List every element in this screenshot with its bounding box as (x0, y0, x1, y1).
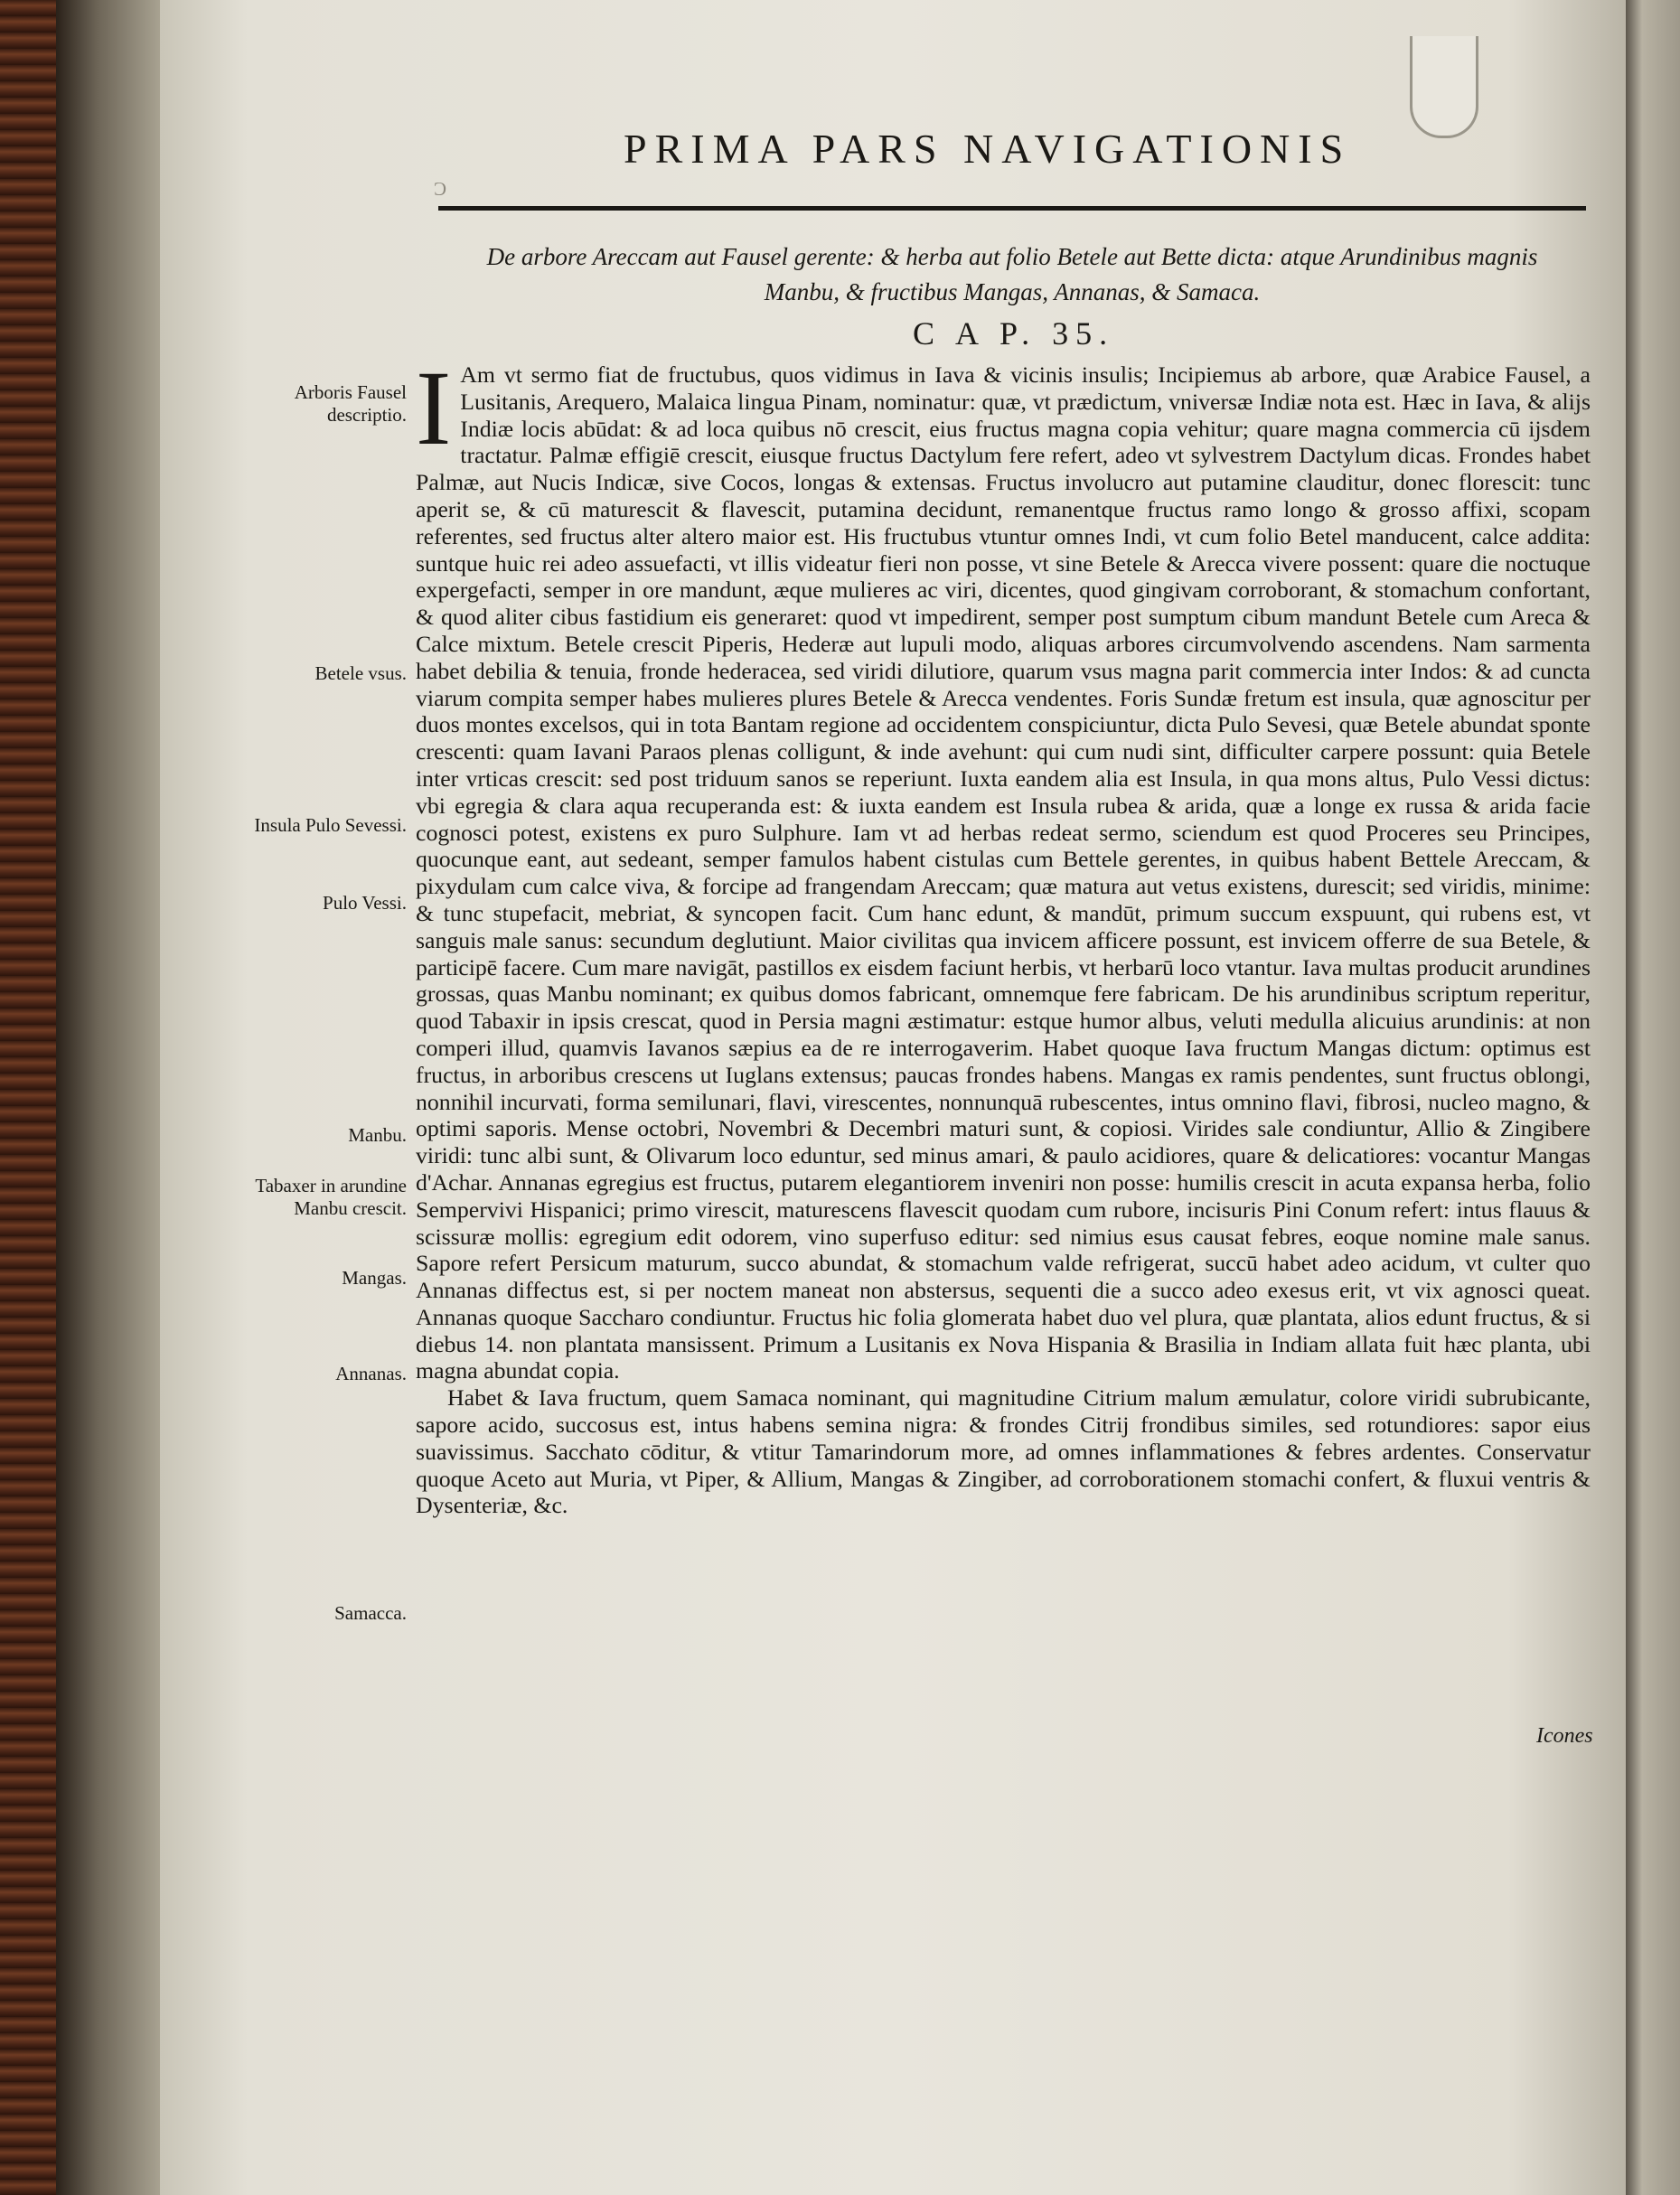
margin-note-pulo-vessi: Pulo Vessi. (323, 892, 407, 914)
margin-note-tabaxer: Tabaxer in arundine Manbu crescit. (255, 1175, 407, 1219)
running-head: PRIMA PARS NAVIGATIONIS (624, 126, 1352, 172)
margin-note-betele: Betele vsus. (314, 662, 407, 684)
book-binding (0, 0, 56, 2195)
adjacent-page-edge (1626, 0, 1680, 2195)
paragraph-2 (416, 1384, 1591, 1519)
paragraph-text: Habet & Iava fructum, quem Samaca nominant, qui magnitudine Citrium malum æmulatur, colore viridi subrubicante, sapore acido, succosus est, intus habens semina nigra: & frondes Citrij frondibus similes, sed rotundiores: sapor eius suavissimus. Sacchato cōditur, & vtitur Tamarindorum more, ad omnes inflammationes & febres ardentes. Conservatur quoque Aceto aut Muria, vt Piper, & Allium, Mangas & Zingiber, ad corroborationem stomachi confert, & fluxui ventris & Dysenteriæ, &c. (416, 1384, 1591, 1519)
page-tab-notch (1410, 36, 1478, 138)
chapter-heading: De arbore Areccam aut Fausel gerente: & herba aut folio Betele aut Bette dicta: atque Arundinibus magnis Manbu, & fructibus Mangas, Annanas, & Samaca. (486, 243, 1538, 305)
chapter-number: C A P. 35. (913, 315, 1115, 352)
margin-note-fausel: Arboris Fausel descriptio. (294, 381, 407, 426)
body-text (416, 349, 1591, 1519)
margin-note-annanas: Annanas. (335, 1363, 407, 1384)
drop-cap: I (416, 349, 452, 467)
margin-note-mangas: Mangas. (342, 1267, 407, 1289)
header-rule (438, 206, 1586, 211)
margin-note-samacca: Samacca. (334, 1602, 407, 1624)
margin-note-pulo-sevessi: Insula Pulo Sevessi. (254, 814, 407, 836)
catchword: Icones (1536, 1724, 1593, 1748)
binding-edge (56, 0, 160, 2195)
margin-note-manbu: Manbu. (348, 1124, 407, 1146)
paragraph-text: Am vt sermo fiat de fructubus, quos vidimus in Iava & vicinis insulis; Incipiemus ab arbore, quæ Arabice Fausel, a Lusitanis, Arequero, Malaica lingua Pinam, nominatur: quæ, vt prædictum, vniversæ Indiæ nota est. Hæc in Iava, & alijs Indiæ locis abūdat: & ad loca quibus nō crescit, eius fructus magna copia vehitur; quare magna commercia cū ijsdem tractatur. Palmæ effigiē crescit, eiusque fructus Dactylum fere refert, adeo vt sylvestrem Dactylum dicas. Frondes habet Palmæ, aut Nucis Indicæ, sive Cocos, longas & extensas. Fructus involucro aut putamine clauditur, donec florescit: tunc aperit se, & cū maturescit & flavescit, putamina decidunt, remanentque fructus ramo longo & grosso affixi, scopam referentes, sed fructus alter altero maior est. His fructubus vtuntur omnes Indi, vt cum folio Betel manducent, calce addita: suntque huic rei adeo assuefacti, vt illis videatur fieri non posse, vt sine Betele & Arecca vivere possent: quare die noctuque expergefacti, semper in ore mandunt, æque mulieres ac viri, dicentes, quod gingivam corroborant, & stomachum confortant, & quod aliter cibus fastidium eis generaret: quod vt impedirent, semper post sumptum cibum mandunt Betele cum Areca & Calce mixtum. Betele crescit Piperis, Hederæ aut lupuli modo, aliquas arbores circumvolvendo ascendens. Nam sarmenta habet debilia & tenuia, fronde hederacea, sed viridi dilutiore, quarum vsus magna parit commercia inter Indos: & ad cuncta viarum compita semper habes mulieres plures Betele & Arecca vendentes. Foris Sundæ fretum est insula, quæ agnoscitur per duos montes excelsos, qui in tota Bantam regione ad occidentem conspiciuntur, dicta Pulo Sevesi, quæ Betele abundat sponte crescenti: quam Iavani Paraos plenas colligunt, & inde avehunt: qui cum nudi sint, difficulter carpere possunt: quia Betele inter vrticas crescit: sed post triduum sanos se reperiunt. Iuxta eandem alia est Insula, in qua mons altus, Pulo Vessi dictus: vbi egregia & clara aqua recuperanda est: & iuxta eandem est Insula rubea & arida, quæ a longe ex russa & arida facie cognosci potest, existens ex puro Sulphure. Iam vt ad herbas redeat sermo, sciendum est quod Proceres seu Principes, quocunque eant, aut sedeant, semper famulos habent cistulas cum Bettele gerentes, in quibus habent Bettele Areccam, & pixydulam cum calce viva, & forcipe ad frangendam Areccam; quæ matura aut vetus existens, durescit; sed viridis, minime: & tunc stupefacit, mebriat, & syncopen facit. Cum hanc edunt, & mandūt, primum succum exspuunt, qui rubens est, vt sanguis male sanus: secundum deglutiunt. Maior civilitas qua invicem afficere possunt, est invicem offerre de sua Betele, & participē facere. Cum mare navigāt, pastillos ex eisdem faciunt herbis, vt herbarū loco vtantur. Iava multas producit arundines grossas, quas Manbu nominant; ex quibus domos fabricant, omnemque fere fabricam. De his arundinibus scriptum reperitur, quod Tabaxir in ipsis crescat, quod in Persia magni æstimatur: estque humor albus, veluti medulla alicuius arundinis: at non comperi illud, quamvis Iavanos sæpius ea de re interrogaverim. Habet quoque Iava fructum Mangas dictum: optimus est fructus, in arboribus crescens ut Iuglans extensus; paucas frondes habens. Mangas ex ramis pendentes, sunt fructus oblongi, nonnihil incurvati, forma semilunari, flavi, virescentes, nonnunquā rubescentes, intus omnino flavi, fibrosi, nucleo magno, & optimi saporis. Mense octobri, Novembri & Decembri maturi sunt, & copiosi. Virides sale condiuntur, Allio & Zingibere viridi: tunc albi sunt, & Olivarum loco eduntur, sed minus amari, & paulo acidiores, quare & delicatiores: vocantur Mangas d'Achar. Annanas egregius est fructus, putarem elegantiorem inveniri non posse: humilis crescit in acuta expansa herba, folio Sempervivi Hispanici; primo virescit, maturescens flavescit quodam cum rubore, incisuris Pini Conum refert: intus flauus & scissuræ mollis: egregium edit odorem, vino superfuso editur: sed nimius esus causat febres, eoque nomine male sanus. Sapore refert Persicum maturum, succo abundat, & stomachum valde refrigerat, succū habet adeo acidum, vt culter quo Annanas diffectus est, si per noctem maneat non abstersus, sequenti die a succo adeo exesus erit, vt vix agnosci queat. Annanas quoque Saccharo condiuntur. Fructus hic folia glomerata habet duo vel plura, quæ plantata, alios edunt fructus, & si diebus 14. non plantata mansissent. Primum a Lusitanis ex Nova Hispania & Brasilia in Indiam allata fuit hæc planta, ubi magna abundat copia. (416, 361, 1591, 1384)
paragraph-1 (416, 349, 1591, 1384)
bleed-through-text: Ɔ (434, 178, 447, 200)
